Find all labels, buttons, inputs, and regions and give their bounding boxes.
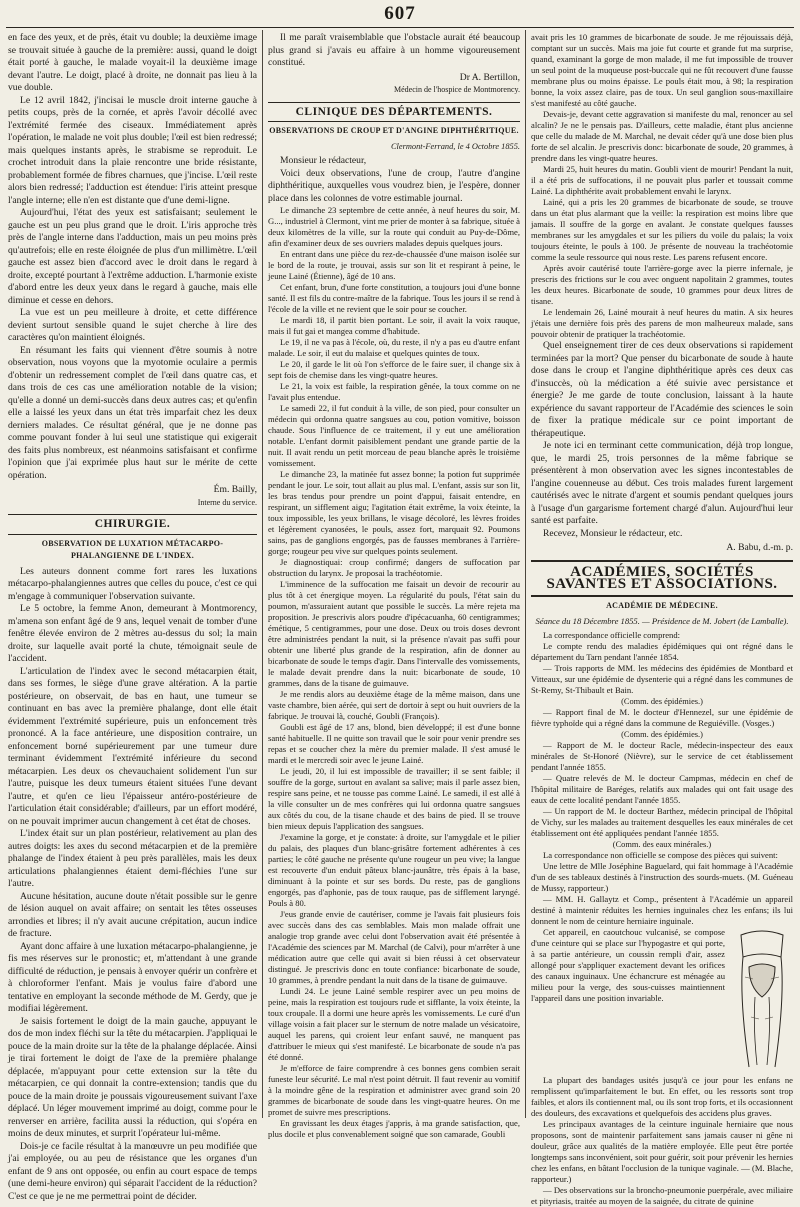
header-rule (6, 27, 794, 28)
article-heading: OBSERVATIONS DE CROUP ET D'ANGINE DIPHTHÉRITIQUE. (269, 126, 519, 135)
place-date: Clermont-Ferrand, le 4 Octobre 1855. (390, 141, 520, 151)
session-line: Séance du 18 Décembre 1855. — Présidence de M. Jobert (de Lamballe). (535, 616, 789, 626)
paragraph: Le 21, la voix est faible, la respiration gênée, la toux comme on ne l'avait plus entendue. (268, 381, 520, 402)
signature-name: Ém. Bailly, (213, 484, 257, 495)
paragraph: La correspondance non officielle se compose des pièces qui suivent: (543, 849, 778, 860)
paragraph: L'imminence de la suffocation me faisait un devoir de recourir au plus tôt à cet énergique moyen. La régularité du pouls, l'état sain du poumon, m'assuraient autant que possible le succès. La mère rejeta ma proposition. Je prescrivis alors poudre d'ipécacuanha, 60 centigrammes; émétique, 5 centigrammes, pour une dose. Deux ou trois doses devront être administrées pendant la nuit, si la présence n'avait pas suffi pour obtenir une liberté plus grande de la respiration, afin de donner au bicarbonate de soude le temps d'agir. Dans l'intervalle des vomissements, le malade devait prendre dans la nuit: bicarbonate de soude, 10 grammes, dans de la tisane de guimauve. (268, 579, 520, 688)
paragraph: La correspondance officielle comprend: (543, 629, 681, 640)
column-2 (268, 32, 520, 1139)
belt-illustration-block (531, 927, 793, 1075)
paragraph: Devais-je, devant cette aggravation si manifeste du mal, renoncer au sel alcalin? Je ne le pensais pas. D'ailleurs, cette maladie, étant plus ancienne que celle du malade de M. Marchal, ne devait céder qu'à une dose bien plus forte de sel alcalin. Je prescrivis donc: bicarbonate de soude, 20 grammes, à prendre dans les vingt-quatre heures. (531, 109, 793, 163)
paragraph: Le lendemain 26, Lainé mourait à neuf heures du matin. A six heures j'étais une dernière fois près des parens de mon malheureux malade, sans pouvoir obtenir de pratiquer la trachéotomie. (531, 307, 793, 339)
paragraph: en face des yeux, et de près, était vu double; la deuxième image se trouvait située à gauche de la première: aussi, quand le doigt était porté à gauche, le malade voyait-il la deuxième image devant l'autre. Le doigt, placé à droite, ne donnait pas lieu à la vue double. (8, 32, 257, 93)
paragraph: En entrant dans une pièce du rez-de-chaussée d'une maison isolée sur le bord de la route, je trouvai, assis sur son lit et respirant à peine, le jeune Lainé (Étienne), âgé de 10 ans. (268, 249, 520, 281)
paragraph: Le samedi 22, il fut conduit à la ville, de son pied, pour consulter un médecin qui ordonna quatre sangsues au cou, potion vomitive, boisson chaude. Sous l'influence de ce traitement, il y eut une amélioration notable. L'enfant dormit paisiblement pendant une grande partie de la nuit. Il avait rendu un petit morceau de peau blanche après le troisième vomissement. (268, 403, 520, 468)
paragraph: Cet enfant, brun, d'une forte constitution, a toujours joui d'une bonne santé. Il est fils du contre-maître de la fabrique. Tous les jours il se rend à l'école de la ville et ne revient que le soir pour se coucher. (268, 282, 520, 314)
paragraph: — Quatre relevés de M. le docteur Campmas, médecin en chef de l'hôpital militaire de Baréges, relatifs aux malades qui ont fait usage des eaux de cette localité pendant l'année 1855. (531, 772, 793, 805)
paragraph: Il me paraît vraisemblable que l'obstacle aurait été beaucoup plus grand si j'avais eu affaire à un homme vigoureusement constitué. (268, 32, 520, 68)
signature-bertillon (268, 72, 520, 97)
paragraph: Je me rendis alors au deuxième étage de la même maison, dans une vaste chambre, bien aérée, qui sert de dortoir à sept ou huit ouvriers de la fabrique. Je trouvai là, couché, Goubli (François). (268, 689, 520, 721)
col1-body (8, 32, 257, 482)
paragraph: La plupart des bandages usités jusqu'à ce jour pour les enfans ne remplissent qu'imparfaitement le but. En effet, ou les ressorts sont trop faibles, et alors ils contiennent mal, ou ils sont trop forts, et ils occasionnent des douleurs, des excavations et quelquefois des accidens plus graves. (531, 1074, 793, 1118)
paragraph: J'examine la gorge, et je constate: à droite, sur l'amygdale et le pilier du palais, des plaques d'un blanc-grisâtre fortement adhérentes à ces parties; le côté gauche ne présente qu'une rougeur un peu vive; la langue est recouverte d'un enduit pâteux blanc-jaunâtre, très épais à la base, diminuant à la pointe et sur ses bords. Du reste, pas de ganglions engorgés, pas d'aphonie, pas de toux rauque, pas de sifflement laryngé. Pouls à 80. (268, 832, 520, 908)
signature-role: Médecin de l'hospice de Montmorency. (394, 85, 520, 94)
paragraph: Lainé, qui a pris les 20 grammes de bicarbonate de soude, se trouve dans un état plus alarmant que la veille: la respiration est moins libre que jamais. Il souffre de la gorge en avalant. Je constate quelques fausses membranes sur les amygdales et sur les piliers du voile du palais; la voix toujours éteinte, le pouls à 100. Je présente de nouveau la trachéotomie comme la seule ressource qui nous reste. Les parens refusent encore. (531, 197, 793, 262)
paragraph: J'eus grande envie de cautériser, comme je l'avais fait plusieurs fois avec succès dans des cas semblables. Mais mon malade offrait une analogie trop grande avec celui dont l'observation avait été présentée à l'Académie des sciences par M. Marchal (de Calvi), pour m'arrêter à une médication autre que celle qui avait si bien réussi à cet observateur distingué. Je prescrivis donc en toute confiance: bicarbonate de soude, 10 grammes, à prendre pendant la nuit dans de la tisane de guimauve. (268, 909, 520, 985)
paragraph: Le jeudi, 20, il lui est impossible de travailler; il se sent faible; il souffre de la gorge, surtout en avalant sa salive; mais il parle assez bien, respire sans peine, et ne tousse pas comme Lainé. Le samedi, il est allé à la ville consulter un de mes confrères qui lui ordonna quatre sangsues aux côtés du cou, de la tisane chaude et des bains de pied. Il se trouve bien mieux depuis l'application des sangsues. (268, 766, 520, 831)
article-heading: ACADÉMIE DE MÉDECINE. (606, 600, 718, 610)
paragraph: — Un rapport de M. le docteur Barthez, médecin principal de l'hôpital de Vichy, sur les malades au traitement desquelles les eaux minérales de cet établissement ont été appliquées pendant l'année 1855. (531, 805, 793, 838)
signature-name: Dr A. Bertillon, (459, 71, 520, 83)
paragraph: L'index était sur un plan postérieur, relativement au plan des autres doigts: les axes du second métacarpien et de la première phalange de l'index étaient à peu près parallèles, mais les deux articulations phalangiennes étaient demi-fléchies l'une sur l'autre. (8, 828, 257, 889)
paragraph: — Des observations sur la broncho-pneumonie puerpérale, avec miliaire et pityriasis, traitée au moyen de la saignée, du citrate de quinine (531, 1184, 793, 1206)
article-heading: OBSERVATION DE LUXATION MÉTACARPO-PHALANGIENNE DE L'INDEX. (41, 538, 224, 560)
column-3 (531, 32, 793, 1206)
paragraph: En gravissant les deux étages j'appris, à ma grande satisfaction, que, plus docile et plus convenablement soigné que son camarade, Goubli (268, 1118, 520, 1139)
paragraph: — MM. H. Gallaytz et Comp., présentent à l'Académie un appareil destiné à maintenir réduites les hernies inguinales chez les enfans; ils lui donnent le nom de ceinture herniaire inguinale. (531, 893, 793, 926)
section-title-clinique: CLINIQUE DES DÉPARTEMENTS. (268, 102, 520, 123)
column-divider (262, 30, 263, 1118)
paragraph: Je m'efforce de faire comprendre à ces bonnes gens combien serait funeste leur sécurité. Le mal n'est point détruit. Il faut revenir au vomitif à la moindre gêne de la respiration et administrer avec grand soin 20 grammes de bicarbonate de soude dans les vingt-quatre heures. On me promet de suivre mes prescriptions. (268, 1063, 520, 1117)
paragraph: Cet appareil, en caoutchouc vulcanisé, se compose d'une ceinture qui se place sur l'hypogastre et qui porte, à sa partie antérieure, un coussin rempli d'air, assez allongé pour s'appliquer exactement devant les orifices des canaux inguinaux. Une échancrure est ménagée au milieu pour la verge, des sous-cuisses maintiennent l'appareil dans une position invariable. (531, 926, 725, 1003)
column-1 (8, 32, 257, 1202)
paragraph: Recevez, Monsieur le rédacteur, etc. (543, 527, 683, 539)
paragraph: Quel enseignement tirer de ces deux observations si rapidement terminées par la mort? Que penser du bicarbonate de soude à haute dose dans le croup et l'angine diphthéritique après ces deux cas d'insuccès, où la médication a été suivie avec persistance et énergie? Je me garde de toute conclusion, laissant à la haute expérience du savant rapporteur de l'Académie des sciences le soin de fixer la pratique médicale sur ce point important de thérapeutique. (531, 340, 793, 439)
paragraph: La vue est un peu meilleure à droite, et cette différence devient surtout sensible quand le sujet cherche à lire des caractères qu'on maintient éloignés. (8, 307, 257, 343)
col1-body-2 (8, 566, 257, 1204)
paragraph: Ayant donc affaire à une luxation métacarpo-phalangienne, je fis mes réserves sur le pronostic; et, m'attendant à une grande difficulté de réduction, je pensais à envoyer quérir un confrère et à chloroformer l'enfant. Mais je voulus faire d'abord une tentative en employant la seconde méthode de M. Gerdy, que je modifiai légèrement. (8, 940, 257, 1014)
paragraph: Goubli est âgé de 17 ans, blond, bien développé; il est d'une bonne santé habituelle. Il ne quitte son travail que le soir pour venir prendre ses repas et se coucher chez la mère du premier malade. Il s'est amusé le mardi et le mercredi soir avec le jeune Lainé. (268, 722, 520, 765)
col3-body (531, 32, 793, 340)
paragraph: Le 20, il garde le lit où l'on s'efforce de le faire suer, il change six à sept fois de chemise dans les vingt-quatre heures. (268, 359, 520, 380)
paragraph: Aujourd'hui, l'état des yeux est satisfaisant; seulement le gauche est un peu plus grand que le droit. L'iris approche très près de l'angle interne dans l'adduction, mais un peu moins près qu'autrefois; elle en reste éloignée de plus d'un millimètre. L'œil gauche est assez bien d'accord avec le droit dans le regard à droite, excepté pourtant à l'extrême adduction. L'harmonie existe d'abord entre les deux yeux dans le regard à gauche, mais elle diminue et cesse en dehors. (8, 207, 257, 306)
col3-conclusion (531, 340, 793, 540)
section-title-chirurgie: CHIRURGIE. (8, 514, 257, 535)
paragraph: Je saisis fortement le doigt de la main gauche, appuyant le dos de mon index fléchi sur la tête du métacarpien. J'appliquai le pouce de la main droite sur la tête de la phalange déplacée. Ainsi je tirai fortement le doigt de l'axe de la première phalange déplacée, m'appuyant pour cette extension sur la tête du métacarpien, ce qui donnait la contre-extension; tandis que du pouce de la main droite je poussais vigoureusement suivant l'axe déplacé. Un léger mouvement imprimé au doigt, comme pour le renverser en arrière, facilita aussi la réduction, qui s'opéra en moins de deux minutes, et surprit l'opérateur lui-même. (8, 1015, 257, 1139)
paragraph: Le 5 octobre, la femme Anon, demeurant à Montmorency, m'amena son enfant âgé de 9 ans, lequel venait de tomber d'une fenêtre élevée environ de 2 mètres au-dessus du sol; la main droite, sur laquelle avait porté la chute, témoignait seule de l'accident. (8, 603, 257, 664)
commission-note: (Comm. des eaux minérales.) (612, 839, 712, 849)
lead-paragraph: Voici deux observations, l'une de croup, l'autre d'angine diphthéritique, auxquelles vous voudrez bien, je l'espère, donner place dans les colonnes de votre estimable journal. (268, 167, 520, 204)
paragraph: Les principaux avantages de la ceinture inguinale herniaire que nous proposons, sont de maintenir parfaitement sans jamais causer ni gêne ni douleur, grâce aux qualités de la matière employée. Elle peut être portée longtemps sans inconvénient, soit pour guérir, soit pour prévenir les hernies chez les enfans, en bâtant l'occlusion de la tunique vaginale. — (M. Blache, rapporteur.) (531, 1118, 793, 1184)
paragraph: L'articulation de l'index avec le second métacarpien était, dans ses formes, le siège d'une grave altération. A la partie postérieure, on observait, de bas en haut, une tumeur se continuant en bas avec la première phalange, dont elle était évidemment l'extrémité supérieure, puis un enfoncement très prononcé. A la face antérieure, une disposition contraire, un enfoncement borné supérieurement par une tumeur dure terminant évidemment l'extrémité inférieure du second métacarpien. Les deux os chevauchaient solidement l'un sur l'autre, puisque les deux tumeurs étaient situées l'une devant l'autre, et qu'en ce lieu l'épaisseur antéro-postérieure de l'articulation était considérable; d'ailleurs, par un effort modéré, on ne pouvait imprimer aucun changement à cet état de choses. (8, 665, 257, 827)
section-title-academies: ACADÉMIES, SOCIÉTÉS SAVANTES ET ASSOCIATIONS. (531, 560, 793, 597)
commission-note: (Comm. des épidémies.) (621, 696, 703, 706)
column-divider (525, 30, 526, 1118)
paragraph: Les auteurs donnent comme fort rares les luxations métacarpo-phalangiennes autres que celles du pouce, c'est ce qui m'engage à communiquer l'observation suivante. (8, 565, 257, 602)
paragraph: Aucune hésitation, aucune doute n'était possible sur le genre de lésion auquel on avait affaire; on sentait les têtes osseuses arrondies et libres; il n'y avait aucune crépitation, aucun indice de fracture. (8, 890, 257, 939)
paragraph: Une lettre de Mlle Joséphine Baguelard, qui fait hommage à l'Académie d'un de ses tableaux destinés à l'instruction des sourds-muets. (M. Guéneau de Mussy, rapporteur.) (531, 860, 793, 893)
paragraph: Mardi 25, huit heures du matin. Goubli vient de mourir! Pendant la nuit, il a été pris de suffocations, il ne pouvait plus parler et toussait comme Lainé. La diphthérite avait probablement envahi le larynx. (531, 164, 793, 196)
paragraph: Après avoir cautérisé toute l'arrière-gorge avec la pierre infernale, je prescris des frictions sur le cou avec onguent napolitain 2 grammes, toutes les deux heures. Bicarbonate de soude, 10 grammes pour deux litres de tisane. (531, 263, 793, 306)
paragraph: — Rapport final de M. le docteur d'Hennezel, sur une épidémie de fièvre typhoïde qui a régné dans la commune de Reguiéville. (Vosges.) (531, 706, 793, 728)
commission-note: (Comm. des épidémies.) (621, 729, 703, 739)
hernia-belt-illustration (731, 927, 793, 1075)
paragraph: Le 19, il ne va pas à l'école, où, du reste, il n'y a pas eu d'autre enfant malade. Le soir, il eut du malaise et quelques quintes de toux. (268, 337, 520, 358)
paragraph: Le compte rendu des maladies épidémiques qui ont régné dans le département du Tarn pendant l'année 1854. (531, 640, 793, 662)
paragraph: — Trois rapports de MM. les médecins des épidémies de Montbard et Vitteaux, sur une épidémie de dysenterie qui a régné dans les communes de St-Remy, St-Thibault et Bain. (531, 662, 793, 695)
page-number: 607 (384, 3, 416, 24)
paragraph: Dois-je ce facile résultat à la manœuvre un peu modifiée que j'ai employée, ou au peu de résistance que les organes d'un enfant de 9 ans ont opposée, ou enfin au court espace de temps (une demi-heure environ) qui séparait l'accident de la réduction? C'est ce que je ne me permettrai point de décider. (8, 1140, 257, 1202)
paragraph: Le 12 avril 1842, j'incisai le muscle droit interne gauche à petits coups, près de la cornée, et après l'avoir décollé avec l'extrémité fermée des ciseaux. Immédiatement après l'opération, le malade ne voit plus double; l'œil est bien redressé; mais quelques instants après, le strabisme se reproduit. Le crochet introduit dans la plaie rencontre une bride résistante, probablement formée de fibres charnues, que j'incise. L'œil reste alors bien redressé; l'adduction est étendue: l'iris atteint presque l'angle interne; elle n'en est distante que d'une demi-ligne. (8, 94, 257, 206)
paragraph: Le dimanche 23 septembre de cette année, à neuf heures du soir, M. G..., industriel à Clermont, vint me prier de monter à sa fabrique, située à deux kilomètres de la ville, sur la route qui conduit au Puy-de-Dôme, afin d'examiner deux de ses ouvriers malades depuis quelques jours. (268, 205, 520, 248)
paragraph: Je diagnostiquai: croup confirmé; dangers de suffocation par obstruction du larynx. Je proposai la trachéotomie. (268, 557, 520, 578)
paragraph: Je note ici en terminant cette communication, déjà trop longue, que, le mardi 25, trois personnes de la même fabrique se présentèrent à mon observation avec les signes incontestables de l'angine couenneuse au début. Ces trois malades furent largement cautérisés avec le nitrate d'argent et soumis pendant quelques jours à l'usage d'un gargarisme fortement chargé d'alun. Aujourd'hui leur santé est parfaite. (531, 440, 793, 526)
paragraph: En résumant les faits qui viennent d'être soumis à notre observation, nous voyons que la myotomie oculaire a permis d'obtenir un redressement complet de l'œil dans quatre cas, et dans trois de ces cas une amélioration notable de la vision; qu'elle a donné un demi-succès dans deux autres cas; et qu'enfin elle a laissé les yeux dans un état très imparfait chez les deux derniers malades. Ce résultat général, que je ne donne pas comme pouvant fonder à lui seul une statistique qui exigerait des faits plus nombreux, est néanmoins satisfaisant et confirme l'opinion que j'ai exprimée plus haut sur le mérite de cette opération. (8, 344, 257, 481)
col2-body (268, 205, 520, 1140)
paragraph: avait pris les 10 grammes de bicarbonate de soude. Je me réjouissais déjà, comptant sur un succès. Mais ma joie fut courte et grande fut ma surprise, quand, examinant la gorge de mon malade, il me fut impossible de trouver un seul point de la muqueuse post-buccale qui ne fût recouvert d'une fausse membrane plus ou moins épaisse. Le pouls était mou, à 98; la respiration bonne, la voix assez claire, pas de toux. Un seul ganglion sous-maxillaire s'est manifesté au côté gauche. (531, 32, 793, 108)
salutation: Monsieur le rédacteur, (280, 155, 367, 166)
paragraph: Le dimanche 23, la matinée fut assez bonne; la potion fut supprimée pendant le jour. Le soir, tout allait au plus mal. L'enfant, assis sur son lit, les bras tendus pour prendre un point d'appui, faisait entendre, en respirant, un sifflement aigu; l'agitation était extrême, la voix éteinte, la toux impossible, les yeux brillans, le visage décoloré, les lèvres froides et légèrement cyanosées, le pouls, assez fort, marquait 92. Poumons sains, pas de ganglions engorgés, pas de fausses membranes à l'arrière-gorge; rougeur peu vive sur quelques points seulement. (268, 469, 520, 556)
paragraph: Lundi 24. Le jeune Lainé semble respirer avec un peu moins de peine, mais la respiration est toujours rude et sifflante, la voix éteinte, la toux croupale. Il a dormi une heure après les vomissements. Le curé d'un village voisin a fait placer sur le sternum de notre malade un vésicatoire, auquel les parens, qui croient leur enfant sauvé, ne manquent pas d'attribuer le mieux qui s'est manifesté. Le bicarbonate de soude n'a pas été donné. (268, 986, 520, 1062)
paragraph: — Rapport de M. le docteur Racle, médecin-inspecteur des eaux minérales de St-Honoré (Nièvre), sur le service de cet établissement pendant l'année 1855. (531, 739, 793, 772)
paragraph: Le mardi 18, il partit bien portant. Le soir, il avait la voix rauque, mais il fut gai et mangea comme d'habitude. (268, 315, 520, 336)
signature-babu: A. Babu, d.-m. p. (726, 542, 793, 553)
col3-body-2 (531, 630, 793, 1207)
signature-bailly (8, 484, 257, 509)
signature-role: Interne du service. (197, 497, 257, 507)
